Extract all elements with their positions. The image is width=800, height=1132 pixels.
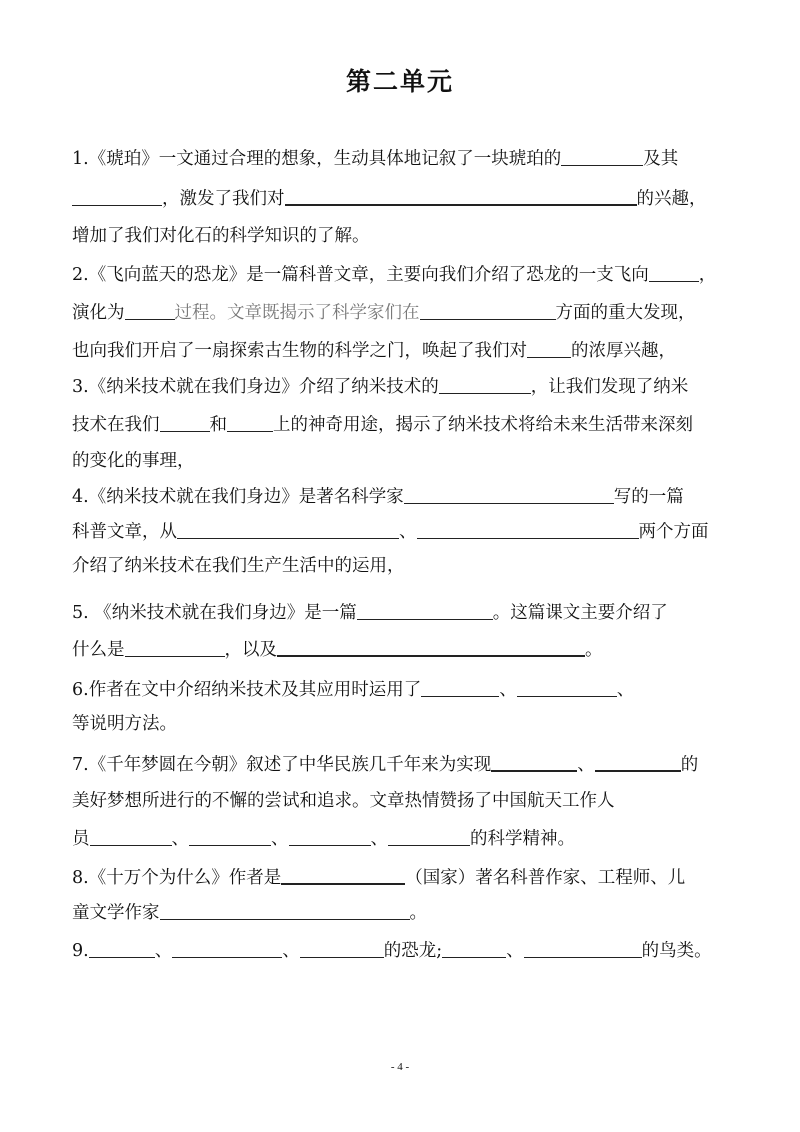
q4-text: 写的一篇 [613, 487, 684, 507]
q6-text: 、 [616, 680, 635, 700]
q7-line-3 [72, 826, 575, 851]
q9-text: 9. [72, 941, 89, 961]
q7-blank-1[interactable] [491, 751, 577, 772]
q5-blank-2[interactable] [125, 637, 225, 657]
q6-line-1 [72, 677, 634, 702]
q6-text: 6.作者在文中介绍纳米技术及其应用时运用了 [72, 680, 422, 700]
page-number: - 4 - [390, 1061, 410, 1073]
q3-blank-3[interactable] [227, 412, 273, 432]
q7-blank-6[interactable] [388, 826, 470, 846]
q7-text: 、 [271, 829, 289, 849]
q1-line-3: 增加了我们对化石的科学知识的了解。 [72, 226, 370, 246]
q7-text: 、 [370, 829, 388, 849]
q2-text: 演化为 [72, 303, 125, 323]
q9-blank-1[interactable] [89, 938, 155, 958]
q7-line-2: 美好梦想所进行的不懈的尝试和追求。文章热情赞扬了中国航天工作人 [72, 791, 615, 811]
q2-text: ， [698, 265, 717, 285]
q7-text: 员 [72, 829, 90, 849]
q4-blank-1[interactable] [404, 484, 614, 504]
q7-blank-5[interactable] [289, 826, 371, 846]
q2-blank-1[interactable] [649, 262, 699, 282]
q5-text: 。 [585, 640, 603, 660]
q2-line-1 [72, 262, 716, 287]
q4-blank-2[interactable] [177, 519, 399, 539]
q5-text: ，以及 [224, 640, 277, 660]
q7-line-1 [72, 751, 698, 777]
q3-line-3: 的变化的事理， [72, 451, 195, 471]
page-title: 第二单元 [345, 67, 454, 96]
q9-blank-2[interactable] [172, 938, 282, 958]
q7-text: 7.《千年梦圆在今朝》叙述了中华民族几千年来为实现 [72, 755, 492, 775]
q7-blank-4[interactable] [189, 826, 271, 846]
q9-text: 、 [154, 941, 173, 961]
q5-blank-3[interactable] [277, 636, 585, 657]
q3-text: 3.《纳米技术就在我们身边》介绍了纳米技术的 [72, 377, 439, 397]
q8-blank-1[interactable] [281, 864, 405, 885]
q8-blank-2[interactable] [160, 900, 410, 920]
q3-text: ，让我们发现了纳米 [530, 377, 689, 397]
q2-line-2 [72, 300, 696, 325]
q5-blank-1[interactable] [357, 600, 493, 620]
q9-text: 的恐龙; [383, 941, 443, 961]
q6-line-2: 等说明方法。 [72, 714, 177, 734]
q4-text: 两个方面 [638, 522, 709, 542]
q8-line-2 [72, 900, 427, 925]
q5-line-1 [72, 600, 668, 625]
q7-text: 、 [577, 755, 595, 775]
q2-blank-2[interactable] [125, 300, 175, 320]
q2-text: 的浓厚兴趣， [571, 341, 676, 361]
q3-text: 技术在我们 [72, 415, 160, 435]
q2-blank-3[interactable] [420, 300, 556, 320]
q6-blank-1[interactable] [421, 677, 499, 697]
q2-blank-4[interactable] [527, 338, 571, 358]
q7-text: 的 [680, 755, 699, 775]
q6-text: 、 [499, 680, 517, 700]
q9-line-1 [72, 938, 712, 963]
q8-line-1 [72, 864, 685, 890]
q5-text: 。这篇课文主要介绍了 [492, 603, 668, 623]
q4-text: 科普文章，从 [72, 522, 177, 542]
q2-text: 2.《飞向蓝天的恐龙》是一篇科普文章，主要向我们介绍了恐龙的一支飞向 [72, 265, 649, 285]
q4-line-2 [72, 519, 709, 544]
q3-line-2 [72, 412, 693, 437]
q7-text: 、 [171, 829, 189, 849]
q1-blank-3[interactable] [285, 185, 637, 206]
q9-text: 、 [506, 941, 524, 961]
q8-text: 童文学作家 [72, 903, 160, 923]
q1-line-1 [72, 146, 678, 171]
q2-text: 也向我们开启了一扇探索古生物的科学之门，唤起了我们对 [72, 341, 527, 361]
q2-text: 过程。文章既揭示了科学家们在 [174, 303, 420, 323]
q1-text: ，激发了我们对 [162, 189, 285, 209]
q1-text: 1.《琥珀》一文通过合理的想象，生动具体地记叙了一块琥珀的 [72, 149, 562, 169]
q8-text: 。 [409, 903, 427, 923]
q5-text: 什么是 [72, 640, 125, 660]
q3-text: 和 [209, 415, 227, 435]
q5-line-2 [72, 636, 603, 662]
q1-text: 及其 [643, 149, 679, 169]
q3-line-1 [72, 374, 688, 399]
q9-blank-4[interactable] [442, 938, 506, 958]
q8-text: 8.《十万个为什么》作者是 [72, 868, 282, 888]
q7-blank-3[interactable] [90, 826, 172, 846]
q1-blank-2[interactable] [72, 186, 162, 206]
q3-blank-1[interactable] [439, 374, 531, 394]
q1-blank-1[interactable] [561, 146, 643, 166]
q3-blank-2[interactable] [160, 412, 210, 432]
q7-text: 的科学精神。 [470, 829, 575, 849]
q4-blank-3[interactable] [417, 519, 639, 539]
q2-line-3 [72, 338, 676, 363]
q4-text: 4.《纳米技术就在我们身边》是著名科学家 [72, 487, 404, 507]
q6-blank-2[interactable] [517, 677, 617, 697]
q9-blank-3[interactable] [300, 938, 384, 958]
q9-text: 的鸟类。 [641, 941, 712, 961]
q4-line-1 [72, 484, 684, 509]
q1-line-2 [72, 185, 707, 211]
q5-text: 5. 《纳米技术就在我们身边》是一篇 [72, 603, 357, 623]
q8-text: （国家）著名科普作家、工程师、儿 [405, 868, 686, 888]
q7-blank-2[interactable] [595, 751, 681, 772]
q9-blank-5[interactable] [524, 938, 642, 958]
q4-line-3: 介绍了纳米技术在我们生产生活中的运用， [72, 556, 405, 576]
q3-text: 上的神奇用途，揭示了纳米技术将给未来生活带来深刻 [273, 415, 693, 435]
q9-text: 、 [282, 941, 300, 961]
q1-text: 的兴趣， [636, 189, 707, 209]
q2-text: 方面的重大发现， [555, 303, 696, 323]
q4-text: 、 [399, 522, 417, 542]
